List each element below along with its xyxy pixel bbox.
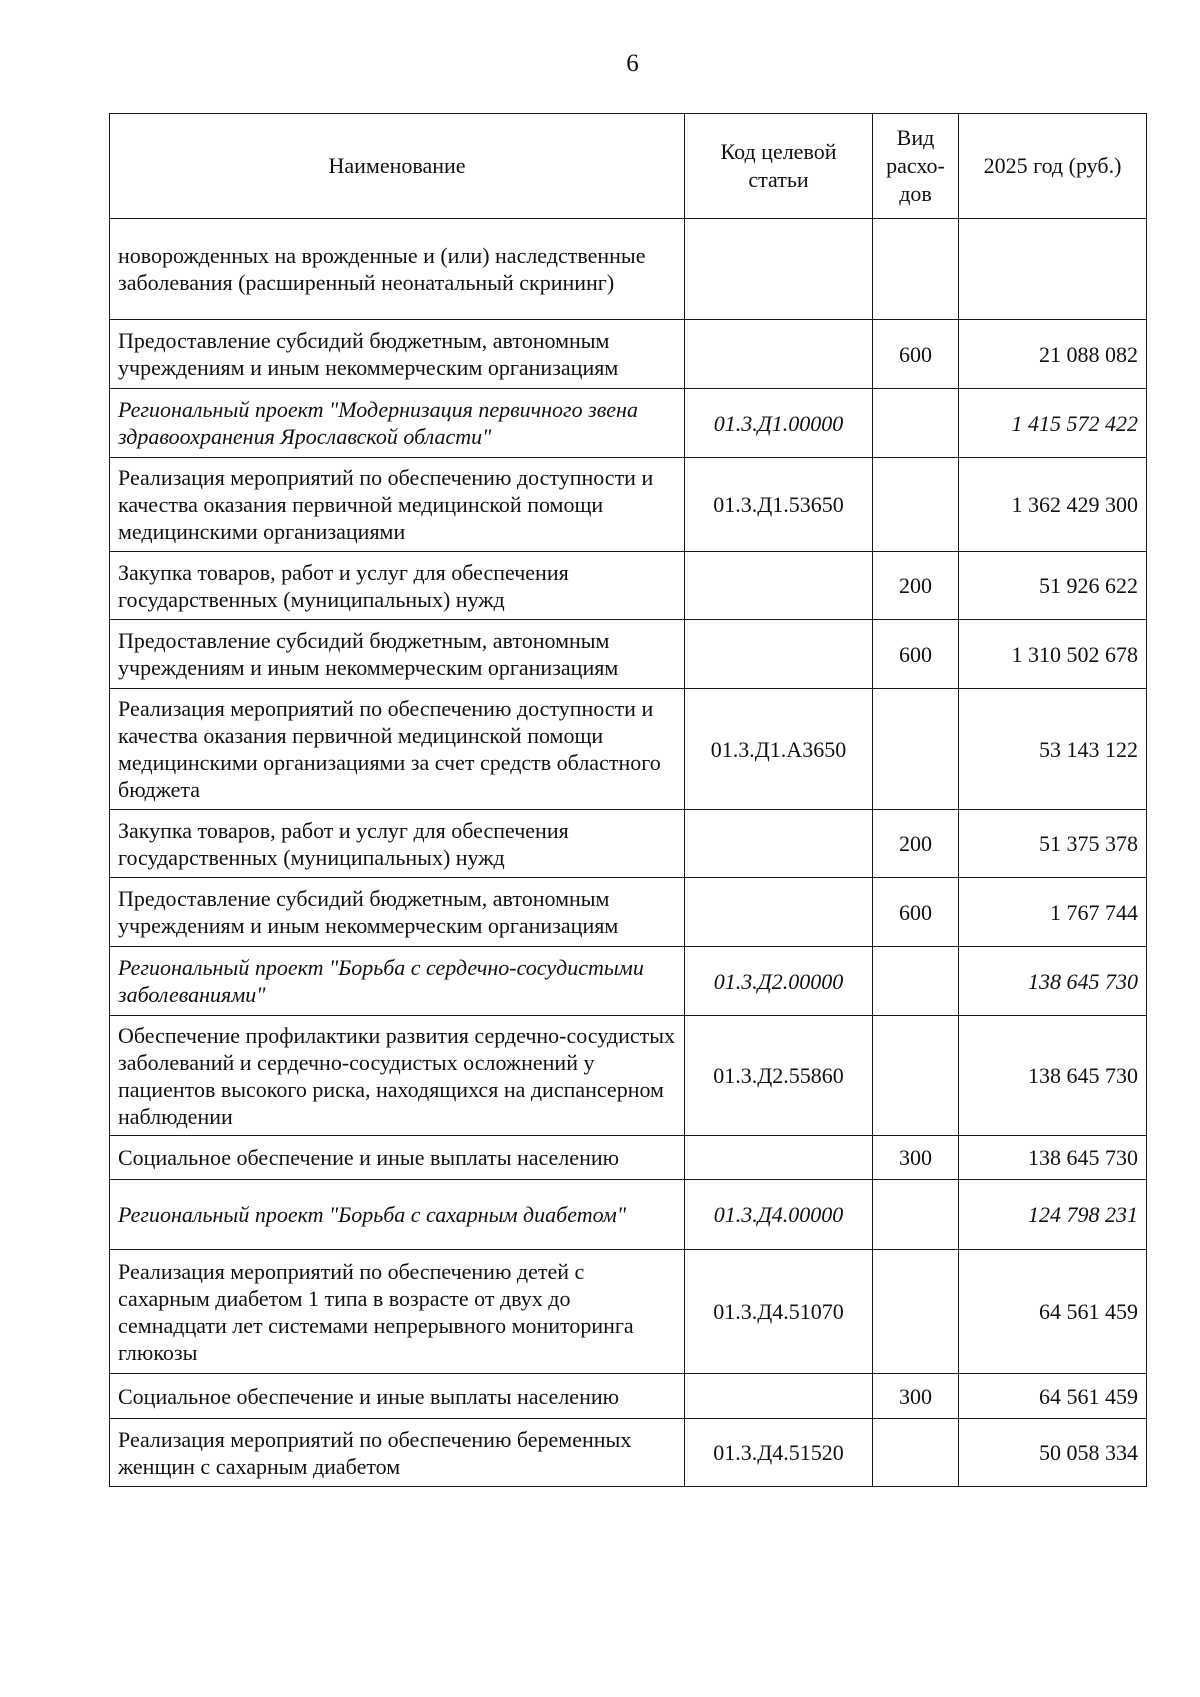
row-kind-cell: 300: [873, 1136, 959, 1180]
row-sum-cell: 1 310 502 678: [959, 620, 1147, 689]
header-sum: 2025 год (руб.): [959, 114, 1147, 219]
row-code-cell: [685, 552, 873, 620]
row-name-cell: Обеспечение профилактики развития сердечно-сосудистых заболеваний и сердечно-сосудистых осложнений у пациентов высокого риска, находящихся на диспансерном наблюдении: [110, 1016, 685, 1136]
row-kind-cell: [873, 1250, 959, 1374]
table-row: [110, 1374, 1147, 1419]
row-sum-cell: 124 798 231: [959, 1180, 1147, 1250]
table-row: [110, 810, 1147, 878]
page-number: 6: [626, 50, 639, 77]
row-sum-cell: 1 362 429 300: [959, 458, 1147, 552]
table-row: [110, 219, 1147, 320]
row-name-cell: Региональный проект "Борьба с сердечно-сосудистыми заболеваниями": [110, 947, 685, 1016]
row-sum-cell: 1 415 572 422: [959, 389, 1147, 458]
row-code-cell: [685, 620, 873, 689]
row-sum-cell: 138 645 730: [959, 1136, 1147, 1180]
row-code-cell: [685, 320, 873, 389]
row-name-cell: Предоставление субсидий бюджетным, автономным учреждениям и иным некоммерческим организациям: [110, 620, 685, 689]
row-code-cell: 01.3.Д4.51520: [685, 1419, 873, 1487]
row-name-cell: Социальное обеспечение и иные выплаты населению: [110, 1374, 685, 1419]
table-row: [110, 1016, 1147, 1136]
row-sum-cell: 53 143 122: [959, 689, 1147, 810]
row-code-cell: 01.3.Д2.00000: [685, 947, 873, 1016]
row-sum-cell: 1 767 744: [959, 878, 1147, 947]
row-name-cell: Региональный проект "Борьба с сахарным диабетом": [110, 1180, 685, 1250]
row-name-cell: новорожденных на врожденные и (или) наследственные заболевания (расширенный неонатальный скрининг): [110, 219, 685, 320]
row-sum-cell: 138 645 730: [959, 1016, 1147, 1136]
row-name-cell: Социальное обеспечение и иные выплаты населению: [110, 1136, 685, 1180]
row-code-cell: [685, 219, 873, 320]
table-row: [110, 389, 1147, 458]
budget-table: [109, 113, 1147, 1487]
row-sum-cell: 64 561 459: [959, 1250, 1147, 1374]
row-sum-cell: 51 926 622: [959, 552, 1147, 620]
table-row: [110, 552, 1147, 620]
row-kind-cell: [873, 689, 959, 810]
table-body: [110, 219, 1147, 1487]
row-sum-cell: 64 561 459: [959, 1374, 1147, 1419]
row-name-cell: Реализация мероприятий по обеспечению детей с сахарным диабетом 1 типа в возрасте от двух до семнадцати лет системами непрерывного мониторинга глюкозы: [110, 1250, 685, 1374]
row-sum-cell: [959, 219, 1147, 320]
row-name-cell: Предоставление субсидий бюджетным, автономным учреждениям и иным некоммерческим организациям: [110, 878, 685, 947]
row-kind-cell: [873, 1016, 959, 1136]
row-code-cell: 01.3.Д1.А3650: [685, 689, 873, 810]
row-kind-cell: [873, 219, 959, 320]
row-kind-cell: 200: [873, 810, 959, 878]
table-row: [110, 1250, 1147, 1374]
table-row: [110, 620, 1147, 689]
table-row: [110, 947, 1147, 1016]
row-sum-cell: 51 375 378: [959, 810, 1147, 878]
header-kind: Вид расхо-дов: [873, 114, 959, 219]
header-name: Наименование: [110, 114, 685, 219]
row-code-cell: 01.3.Д2.55860: [685, 1016, 873, 1136]
row-name-cell: Закупка товаров, работ и услуг для обеспечения государственных (муниципальных) нужд: [110, 552, 685, 620]
row-kind-cell: 600: [873, 620, 959, 689]
row-sum-cell: 138 645 730: [959, 947, 1147, 1016]
row-name-cell: Реализация мероприятий по обеспечению доступности и качества оказания первичной медицинской помощи медицинскими организациями за счет средств областного бюджета: [110, 689, 685, 810]
row-code-cell: 01.3.Д1.53650: [685, 458, 873, 552]
row-kind-cell: 600: [873, 320, 959, 389]
table-row: [110, 1180, 1147, 1250]
row-kind-cell: [873, 947, 959, 1016]
row-kind-cell: [873, 389, 959, 458]
row-name-cell: Региональный проект "Модернизация первичного звена здравоохранения Ярославской области": [110, 389, 685, 458]
table-row: [110, 878, 1147, 947]
row-code-cell: [685, 1374, 873, 1419]
header-code: Код целевой статьи: [685, 114, 873, 219]
table-row: [110, 458, 1147, 552]
row-kind-cell: 600: [873, 878, 959, 947]
row-sum-cell: 50 058 334: [959, 1419, 1147, 1487]
row-kind-cell: [873, 1180, 959, 1250]
row-kind-cell: 200: [873, 552, 959, 620]
row-kind-cell: 300: [873, 1374, 959, 1419]
row-code-cell: [685, 1136, 873, 1180]
row-name-cell: Реализация мероприятий по обеспечению доступности и качества оказания первичной медицинской помощи медицинскими организациями: [110, 458, 685, 552]
row-code-cell: 01.3.Д4.00000: [685, 1180, 873, 1250]
row-name-cell: Реализация мероприятий по обеспечению беременных женщин с сахарным диабетом: [110, 1419, 685, 1487]
row-code-cell: [685, 878, 873, 947]
row-code-cell: 01.3.Д4.51070: [685, 1250, 873, 1374]
table-row: [110, 1136, 1147, 1180]
row-kind-cell: [873, 1419, 959, 1487]
row-code-cell: 01.3.Д1.00000: [685, 389, 873, 458]
row-sum-cell: 21 088 082: [959, 320, 1147, 389]
table-row: [110, 320, 1147, 389]
table-row: [110, 689, 1147, 810]
table-row: [110, 1419, 1147, 1487]
row-name-cell: Предоставление субсидий бюджетным, автономным учреждениям и иным некоммерческим организациям: [110, 320, 685, 389]
row-name-cell: Закупка товаров, работ и услуг для обеспечения государственных (муниципальных) нужд: [110, 810, 685, 878]
row-kind-cell: [873, 458, 959, 552]
row-code-cell: [685, 810, 873, 878]
table-header-row: [110, 114, 1147, 219]
